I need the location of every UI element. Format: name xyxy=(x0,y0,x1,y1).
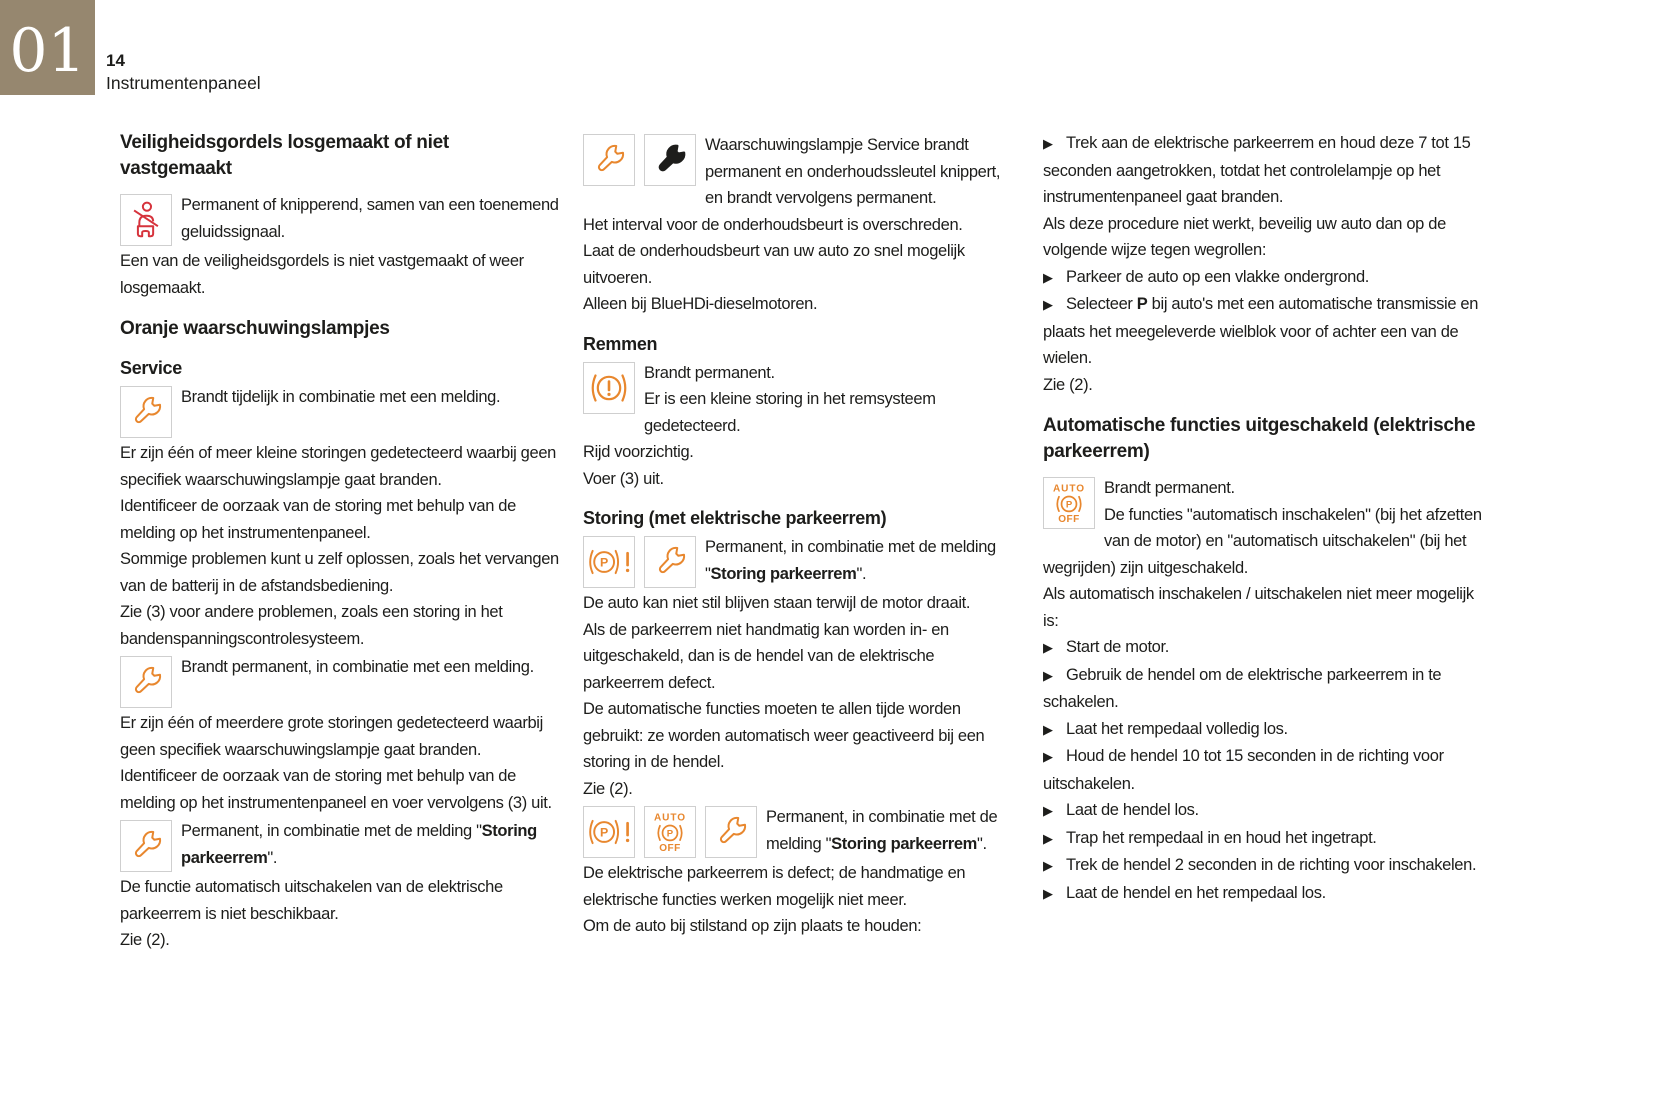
brakes-lead-text: Brandt permanent. Er is een kleine storing in het remsysteem gedetecteerd. xyxy=(644,363,936,435)
service-wrench-icon xyxy=(650,542,690,582)
parking-brake-auto-off-icon xyxy=(1047,481,1091,525)
service-perm-block xyxy=(120,654,563,681)
subheading-epb-fault: Storing (met elektrische parkeerrem) xyxy=(583,508,887,528)
bullet-item: ▶ Trek de hendel 2 seconden in de richting voor inschakelen. xyxy=(1043,856,1477,874)
paragraph: Identificeer de oorzaak van de storing met behulp van de melding op het instrumentenpaneel. xyxy=(120,497,516,542)
column-left xyxy=(120,130,563,954)
parking-brake-fault-icon xyxy=(586,816,632,848)
bullet-arrow-icon: ▶ xyxy=(1043,136,1053,151)
bullet-item: ▶ Start de motor. xyxy=(1043,638,1169,656)
bullet-arrow-icon: ▶ xyxy=(1043,830,1053,846)
paragraph: Er zijn één of meer kleine storingen gedetecteerd waarbij geen specifiek waarschuwingslampje gaat branden. xyxy=(120,444,556,489)
bullet-arrow-icon: ▶ xyxy=(1043,640,1053,655)
seatbelt-warning-block xyxy=(120,192,563,245)
auto-functions-lead-text: Brandt permanent. De functies "automatisch inschakelen" (bij het afzetten van de motor) en "automatisch uitschakelen" (bij het wegrijden) zijn uitgeschakeld. xyxy=(1043,479,1482,577)
seatbelt-lead-text: Permanent of knipperend, samen van een toenemend geluidssignaal. xyxy=(181,196,559,241)
section-title: Instrumentenpaneel xyxy=(106,73,261,93)
parking-brake-fault-icon xyxy=(586,546,632,578)
column-middle xyxy=(583,130,1017,940)
icon-box xyxy=(120,194,172,246)
seatbelt-warning-icon xyxy=(126,200,166,240)
paragraph: De elektrische parkeerrem is defect; de handmatige en elektrische functies werken mogelijk niet meer. xyxy=(583,864,966,909)
epb-fault-block-1 xyxy=(583,534,1017,587)
epb-fault-block-2 xyxy=(583,804,1017,857)
heading-auto-functions: Automatische functies uitgeschakeld (elektrische parkeerrem) xyxy=(1043,415,1476,462)
heading-orange-lamps: Oranje waarschuwingslampjes xyxy=(120,318,390,339)
paragraph: De auto kan niet stil blijven staan terwijl de motor draait. xyxy=(583,594,971,612)
bullet-item: ▶ Houd de hendel 10 tot 15 seconden in de richting voor uitschakelen. xyxy=(1043,747,1444,793)
icon-box xyxy=(705,806,757,858)
icon-box xyxy=(644,134,696,186)
paragraph: Zie (2). xyxy=(583,779,633,798)
bullet-item: ▶ Parkeer de auto op een vlakke ondergrond. xyxy=(1043,267,1370,286)
heading-seatbelts: Veiligheidsgordels losgemaakt of niet vastgemaakt xyxy=(120,132,449,179)
icon-box xyxy=(120,386,172,438)
paragraph: Er zijn één of meerdere grote storingen gedetecteerd waarbij geen specifiek waarschuwingslampje gaat branden. xyxy=(120,714,543,759)
service-lead-text: Permanent, in combinatie met de melding "Storing parkeerrem". xyxy=(181,822,537,867)
parking-brake-auto-off-icon xyxy=(648,810,692,854)
bullet-arrow-icon: ▶ xyxy=(1043,749,1053,764)
page-number: 14 xyxy=(106,51,125,70)
auto-functions-block xyxy=(1043,475,1485,581)
bullet-arrow-icon: ▶ xyxy=(1043,803,1053,818)
bullet-arrow-icon: ▶ xyxy=(1043,858,1053,873)
bullet-item: ▶ Gebruik de hendel om de elektrische parkeerrem in te schakelen. xyxy=(1043,665,1442,711)
service-lead-text: Brandt tijdelijk in combinatie met een melding. xyxy=(181,388,501,406)
maintenance-wrench-icon xyxy=(650,140,690,180)
paragraph: Als automatisch inschakelen / uitschakelen niet meer mogelijk is: xyxy=(1043,585,1474,630)
paragraph: Het interval voor de onderhoudsbeurt is overschreden. xyxy=(583,215,963,234)
service-wrench-icon xyxy=(589,140,629,180)
bullet-arrow-icon: ▶ xyxy=(1043,269,1053,285)
paragraph: Als deze procedure niet werkt, beveilig uw auto dan op de volgende wijze tegen wegrollen: xyxy=(1043,214,1446,259)
subheading-brakes: Remmen xyxy=(583,333,658,354)
paragraph: Identificeer de oorzaak van de storing met behulp van de melding op het instrumentenpaneel en voer vervolgens (3) uit. xyxy=(120,767,552,812)
epb-fault-lead-text: Permanent, in combinatie met de melding "Storing parkeerrem". xyxy=(766,808,998,853)
icon-box xyxy=(583,536,635,588)
paragraph: Om de auto bij stilstand op zijn plaats te houden: xyxy=(583,917,922,935)
paragraph: Zie (2). xyxy=(120,931,170,949)
paragraph: Als de parkeerrem niet handmatig kan worden in- en uitgeschakeld, dan is de hendel van de elektrische parkeerrem defect. xyxy=(583,620,949,692)
paragraph: Alleen bij BlueHDi-dieselmotoren. xyxy=(583,295,818,313)
page-header xyxy=(106,50,261,94)
icon-box xyxy=(644,806,696,858)
bullet-item: ▶ Laat het rempedaal volledig los. xyxy=(1043,719,1288,738)
bullet-item: ▶ Selecteer P bij auto's met een automatische transmissie en plaats het meegeleverde wielblok voor of achter een van de wielen. xyxy=(1043,295,1479,367)
seatbelt-body-text: Een van de veiligheidsgordels is niet vastgemaakt of weer losgemaakt. xyxy=(120,252,524,297)
icon-box xyxy=(583,134,635,186)
bullet-arrow-icon: ▶ xyxy=(1043,667,1053,683)
icon-box xyxy=(120,656,172,708)
bullet-arrow-icon: ▶ xyxy=(1043,885,1053,901)
service-wrench-icon xyxy=(126,826,166,866)
icon-box xyxy=(120,820,172,872)
bullet-item: ▶ Laat de hendel en het rempedaal los. xyxy=(1043,883,1326,902)
paragraph: Voer (3) uit. xyxy=(583,469,664,488)
service-wrench-icon xyxy=(126,662,166,702)
paragraph: De functie automatisch uitschakelen van de elektrische parkeerrem is niet beschikbaar. xyxy=(120,878,503,923)
brakes-block xyxy=(583,360,1017,440)
paragraph: Laat de onderhoudsbeurt van uw auto zo snel mogelijk uitvoeren. xyxy=(583,242,965,287)
chapter-number: 01 xyxy=(9,15,86,86)
icon-box xyxy=(1043,477,1095,529)
epb-fault-lead-text: Permanent, in combinatie met de melding "Storing parkeerrem". xyxy=(705,538,996,583)
icon-box xyxy=(644,536,696,588)
service-wrench-icon xyxy=(711,812,751,852)
bullet-item: ▶ Trek aan de elektrische parkeerrem en houd deze 7 tot 15 seconden aangetrokken, totdat het controlelampje op het instrumentenpaneel gaat branden. xyxy=(1043,134,1471,206)
paragraph: Sommige problemen kunt u zelf oplossen, zoals het vervangen van de batterij in de afstandsbediening. xyxy=(120,550,559,595)
service-wrench-icon xyxy=(126,392,166,432)
service-maintenance-block xyxy=(583,132,1017,212)
service-lead-text: Brandt permanent, in combinatie met een melding. xyxy=(181,658,534,676)
icon-box xyxy=(583,362,635,414)
bullet-arrow-icon: ▶ xyxy=(1043,721,1053,737)
bullet-arrow-icon: ▶ xyxy=(1043,297,1053,312)
paragraph: Zie (3) voor andere problemen, zoals een storing in het bandenspanningscontrolesysteem. xyxy=(120,603,503,648)
bullet-item: ▶ Laat de hendel los. xyxy=(1043,801,1199,819)
service-parkbrake-block xyxy=(120,818,563,871)
paragraph: De automatische functies moeten te allen tijde worden gebruikt: ze worden automatisch weer geactiveerd bij een storing in de hendel. xyxy=(583,700,985,771)
paragraph: Rijd voorzichtig. xyxy=(583,443,694,461)
chapter-number-box xyxy=(0,0,95,95)
subheading-service: Service xyxy=(120,358,182,378)
paragraph: Zie (2). xyxy=(1043,375,1093,394)
column-right xyxy=(1043,130,1485,907)
maintenance-lead-text: Waarschuwingslampje Service brandt permanent en onderhoudssleutel knippert, en brandt vervolgens permanent. xyxy=(705,136,1001,207)
service-temp-block xyxy=(120,384,563,411)
icon-box xyxy=(583,806,635,858)
brake-warning-icon xyxy=(587,370,631,406)
bullet-item: ▶ Trap het rempedaal in en houd het ingetrapt. xyxy=(1043,828,1377,847)
